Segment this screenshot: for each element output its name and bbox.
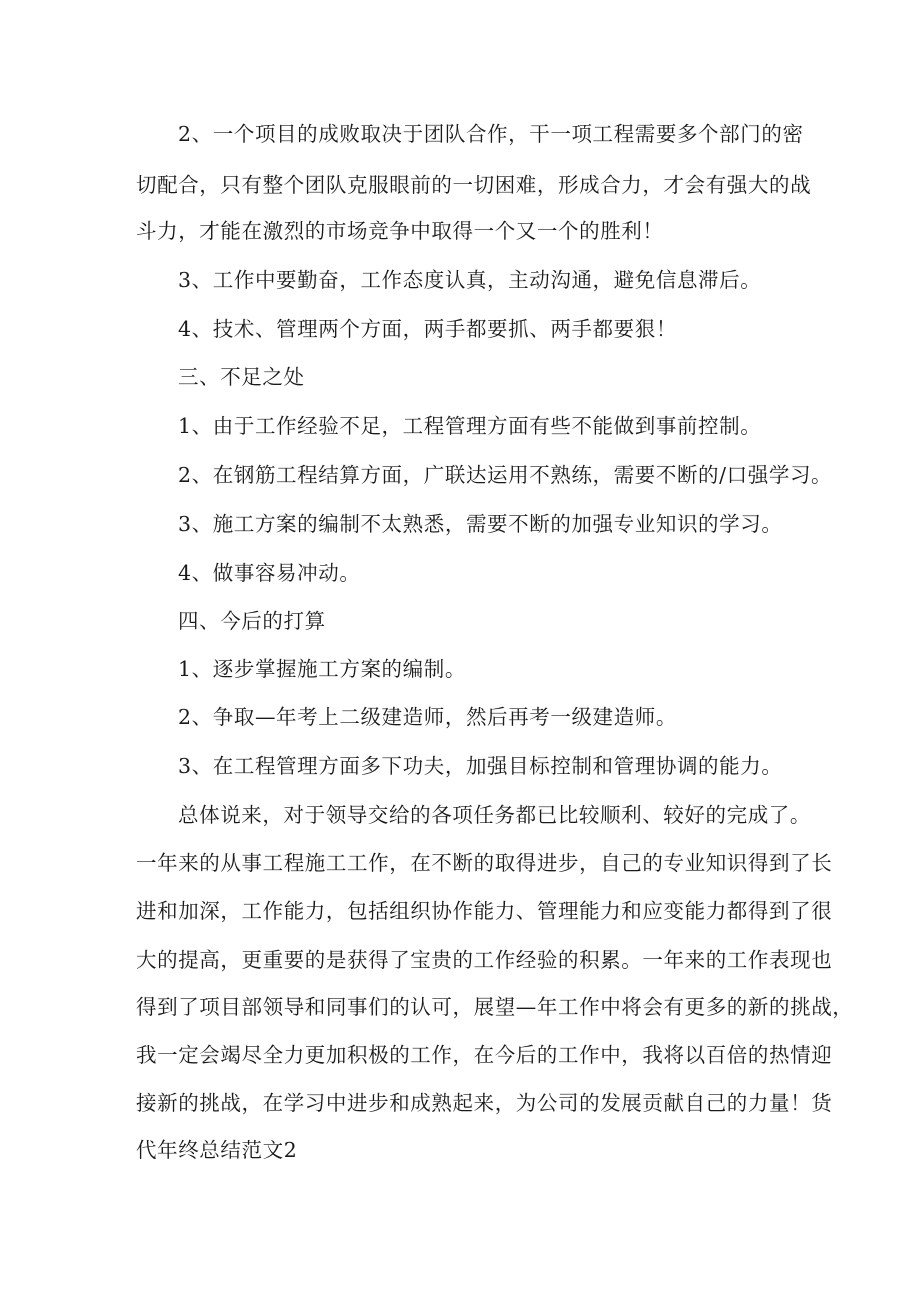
list-item: 3、施工方案的编制不太熟悉，需要不断的加强专业知识的学习。	[178, 512, 783, 536]
paragraph-line: 进和加深，工作能力，包括组织协作能力、管理能力和应变能力都得到了很	[136, 899, 833, 923]
section-heading: 四、今后的打算	[178, 609, 326, 633]
paragraph-line: 得到了项目部领导和同事们的认可，展望—年工作中将会有更多的新的挑战，	[136, 995, 854, 1019]
document-title: 代年终总结范文2	[136, 1138, 298, 1162]
paragraph-line: 接新的挑战，在学习中进步和成熟起来，为公司的发展贡献自己的力量！货	[136, 1091, 833, 1115]
paragraph-line: 2、一个项目的成败取决于团队合作，干一项工程需要多个部门的密	[178, 122, 804, 146]
paragraph-line: 总体说来，对于领导交给的各项任务都已比较顺利、较好的完成了。	[178, 803, 811, 827]
paragraph-line: 3、工作中要勤奋，工作态度认真，主动沟通，避免信息滞后。	[178, 268, 762, 292]
list-item: 1、逐步掌握施工方案的编制。	[178, 657, 466, 681]
paragraph-line: 切配合，只有整个团队克服眼前的一切困难，形成合力，才会有强大的战	[136, 173, 812, 197]
list-item: 2、在钢筋工程结算方面，广联达运用不熟练，需要不断的/口强学习。	[178, 463, 833, 487]
paragraph-line: 我一定会竭尽全力更加积极的工作，在今后的工作中，我将以百倍的热情迎	[136, 1043, 833, 1067]
list-item: 2、争取—年考上二级建造师，然后再考一级建造师。	[178, 705, 677, 729]
list-item: 3、在工程管理方面多下功夫，加强目标控制和管理协调的能力。	[178, 754, 783, 778]
list-item: 4、做事容易冲动。	[178, 561, 361, 585]
paragraph-line: 4、技术、管理两个方面，两手都要抓、两手都要狠！	[178, 317, 677, 341]
paragraph-line: 斗力，才能在激烈的市场竞争中取得一个又一个的胜利！	[136, 219, 664, 243]
section-heading: 三、不足之处	[178, 365, 305, 389]
paragraph-line: 大的提高，更重要的是获得了宝贵的工作经验的积累。一年来的工作表现也	[136, 948, 833, 972]
paragraph-line: 一年来的从事工程施工工作，在不断的取得进步，自己的专业知识得到了长	[136, 851, 833, 875]
list-item: 1、由于工作经验不足，工程管理方面有些不能做到事前控制。	[178, 414, 762, 438]
